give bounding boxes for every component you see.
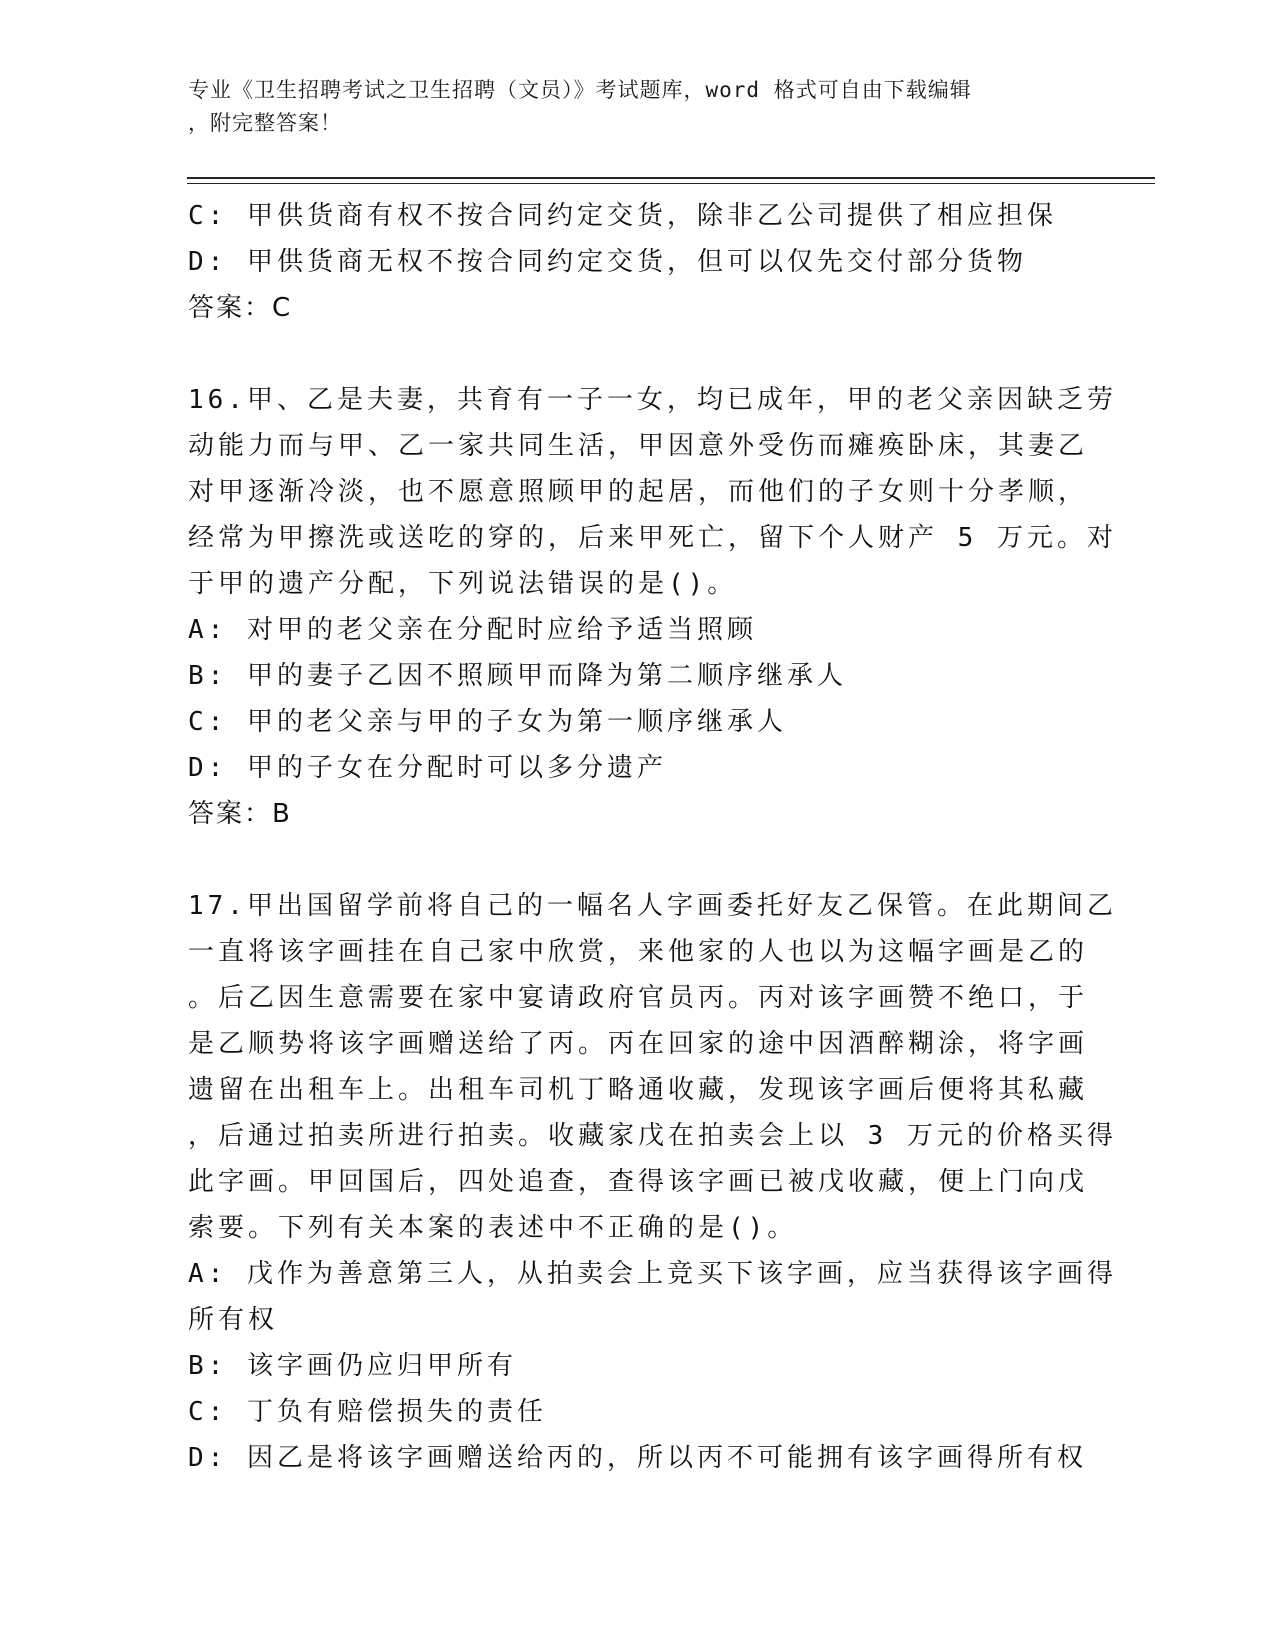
header-line-2: ，附完整答案！ bbox=[188, 111, 342, 135]
option-d: D: 甲的子女在分配时可以多分遗产 bbox=[188, 753, 667, 783]
header-line-1: 专业《卫生招聘考试之卫生招聘（文员）》考试题库，word 格式可自由下载编辑 bbox=[188, 78, 972, 102]
header-rule-thick bbox=[187, 177, 1155, 179]
question-17 bbox=[188, 883, 1117, 1481]
question-stem-line: 对甲逐渐冷淡，也不愿意照顾甲的起居，而他们的子女则十分孝顺， bbox=[188, 477, 1089, 507]
option-a: A: 对甲的老父亲在分配时应给予适当照顾 bbox=[188, 615, 757, 645]
document-body bbox=[188, 187, 1117, 1481]
question-stem-line: 是乙顺势将该字画赠送给了丙。丙在回家的途中因酒醉糊涂，将字画 bbox=[188, 1029, 1089, 1059]
option-a: A: 戊作为善意第三人，从拍卖会上竞买下该字画，应当获得该字画得 bbox=[188, 1259, 1117, 1289]
option-a-continued: 所有权 bbox=[188, 1305, 279, 1335]
option-d: D: 因乙是将该字画赠送给丙的，所以丙不可能拥有该字画得所有权 bbox=[188, 1443, 1087, 1473]
question-stem-line: 16.甲、乙是夫妻，共育有一子一女，均已成年，甲的老父亲因缺乏劳 bbox=[188, 385, 1117, 415]
question-15-tail bbox=[188, 193, 1088, 331]
question-stem-line: 经常为甲擦洗或送吃的穿的，后来甲死亡，留下个人财产 5 万元。对 bbox=[188, 523, 1117, 553]
question-stem-line: 17.甲出国留学前将自己的一幅名人字画委托好友乙保管。在此期间乙 bbox=[188, 891, 1117, 921]
question-stem-line: ，后通过拍卖所进行拍卖。收藏家戊在拍卖会上以 3 万元的价格买得 bbox=[188, 1121, 1117, 1151]
answer-line: 答案：B bbox=[188, 799, 292, 829]
question-16 bbox=[188, 377, 1117, 837]
header-rule-thin bbox=[187, 183, 1155, 184]
option-c: C: 甲的老父亲与甲的子女为第一顺序继承人 bbox=[188, 707, 787, 737]
question-stem-line: 动能力而与甲、乙一家共同生活，甲因意外受伤而瘫痪卧床，其妻乙 bbox=[188, 431, 1089, 461]
option-b: B: 甲的妻子乙因不照顾甲而降为第二顺序继承人 bbox=[188, 661, 847, 691]
page-header bbox=[188, 74, 1088, 140]
option-c: C: 甲供货商有权不按合同约定交货，除非乙公司提供了相应担保 bbox=[188, 201, 1057, 231]
question-stem-line: 一直将该字画挂在自己家中欣赏，来他家的人也以为这幅字画是乙的 bbox=[188, 937, 1089, 967]
question-stem-line: 此字画。甲回国后，四处追查，查得该字画已被戊收藏，便上门向戊 bbox=[188, 1167, 1089, 1197]
option-b: B: 该字画仍应归甲所有 bbox=[188, 1351, 517, 1381]
question-stem-line: 。后乙因生意需要在家中宴请政府官员丙。丙对该字画赞不绝口，于 bbox=[188, 983, 1089, 1013]
question-stem-line: 于甲的遗产分配，下列说法错误的是()。 bbox=[188, 569, 738, 599]
answer-line: 答案：C bbox=[188, 293, 293, 323]
question-stem-line: 索要。下列有关本案的表述中不正确的是()。 bbox=[188, 1213, 798, 1243]
option-d: D: 甲供货商无权不按合同约定交货，但可以仅先交付部分货物 bbox=[188, 247, 1027, 277]
question-stem-line: 遗留在出租车上。出租车司机丁略通收藏，发现该字画后便将其私藏 bbox=[188, 1075, 1089, 1105]
option-c: C: 丁负有赔偿损失的责任 bbox=[188, 1397, 547, 1427]
